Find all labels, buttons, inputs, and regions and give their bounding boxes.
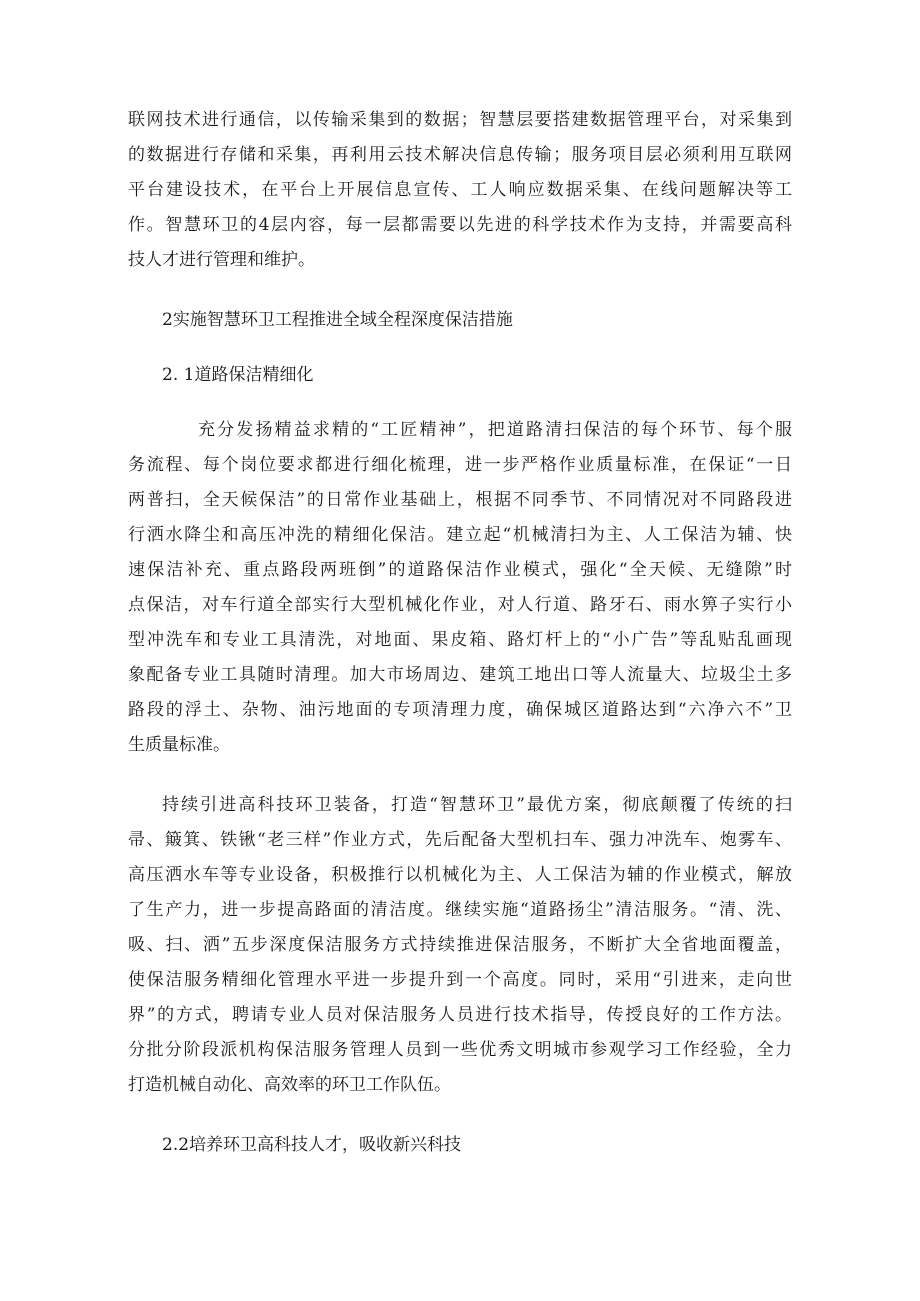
para1-line-5: 速保洁补充、重点路段两班倒”的道路保洁作业模式，强化“全天候、无缝隙”时 bbox=[128, 560, 792, 580]
intro-line-1: 联网技术进行通信，以传输采集到的数据；智慧层要搭建数据管理平台，对采集到 bbox=[128, 110, 792, 130]
para2-line-4: 了生产力，进一步提高路面的清洁度。继续实施“道路扬尘”清洁服务。“清、洗、 bbox=[128, 900, 792, 920]
section-2-2-heading: 2.2培养环卫高科技人才，吸收新兴科技 bbox=[162, 1135, 462, 1155]
section-2-1-heading: 2. 1道路保洁精细化 bbox=[162, 365, 314, 385]
para2-line-3: 高压洒水车等专业设备，积极推行以机械化为主、人工保洁为辅的作业模式，解放 bbox=[128, 865, 792, 885]
para2-line-6: 使保洁服务精细化管理水平进一步提升到一个高度。同时，采用“引进来，走向世 bbox=[128, 970, 792, 990]
intro-line-3: 平台建设技术，在平台上开展信息宣传、工人响应数据采集、在线问题解决等工 bbox=[128, 180, 792, 200]
para1-line-4: 行洒水降尘和高压冲洗的精细化保洁。建立起“机械清扫为主、人工保洁为辅、快 bbox=[128, 525, 792, 545]
intro-line-5: 技人才进行管理和维护。 bbox=[128, 250, 315, 270]
section-2-heading: 2实施智慧环卫工程推进全域全程深度保洁措施 bbox=[162, 310, 513, 330]
para2-line-9: 打造机械自动化、高效率的环卫工作队伍。 bbox=[128, 1075, 451, 1095]
para1-line-3: 两普扫，全天候保洁”的日常作业基础上，根据不同季节、不同情况对不同路段进 bbox=[128, 490, 792, 510]
para2-line-1: 持续引进高科技环卫装备，打造“智慧环卫”最优方案，彻底颠覆了传统的扫 bbox=[162, 795, 792, 815]
para1-line-1: 充分发扬精益求精的“工匠精神”，把道路清扫保洁的每个环节、每个服 bbox=[198, 420, 792, 440]
para2-line-5: 吸、扫、洒”五步深度保洁服务方式持续推进保洁服务，不断扩大全省地面覆盖， bbox=[128, 935, 792, 955]
intro-line-4: 作。智慧环卫的4层内容，每一层都需要以先进的科学技术作为支持，并需要高科 bbox=[128, 215, 792, 235]
para1-line-9: 路段的浮土、杂物、油污地面的专项清理力度，确保城区道路达到“六净六不”卫 bbox=[128, 700, 792, 720]
para1-line-8: 象配备专业工具随时清理。加大市场周边、建筑工地出口等人流量大、垃圾尘土多 bbox=[128, 665, 792, 685]
para2-line-2: 帚、簸箕、铁锹“老三样”作业方式，先后配备大型机扫车、强力冲洗车、炮雾车、 bbox=[128, 830, 792, 850]
para1-line-7: 型冲洗车和专业工具清洗，对地面、果皮箱、路灯杆上的“小广告”等乱贴乱画现 bbox=[128, 630, 792, 650]
para2-line-8: 分批分阶段派机构保洁服务管理人员到一些优秀文明城市参观学习工作经验，全力 bbox=[128, 1040, 792, 1060]
para1-line-10: 生质量标准。 bbox=[128, 735, 230, 755]
intro-line-2: 的数据进行存储和采集，再利用云技术解决信息传输；服务项目层必须利用互联网 bbox=[128, 145, 792, 165]
para1-line-6: 点保洁，对车行道全部实行大型机械化作业，对人行道、路牙石、雨水箅子实行小 bbox=[128, 595, 792, 615]
para2-line-7: 界”的方式，聘请专业人员对保洁服务人员进行技术指导，传授良好的工作方法。 bbox=[128, 1005, 792, 1025]
para1-line-2: 务流程、每个岗位要求都进行细化梳理，进一步严格作业质量标准，在保证“一日 bbox=[128, 455, 792, 475]
